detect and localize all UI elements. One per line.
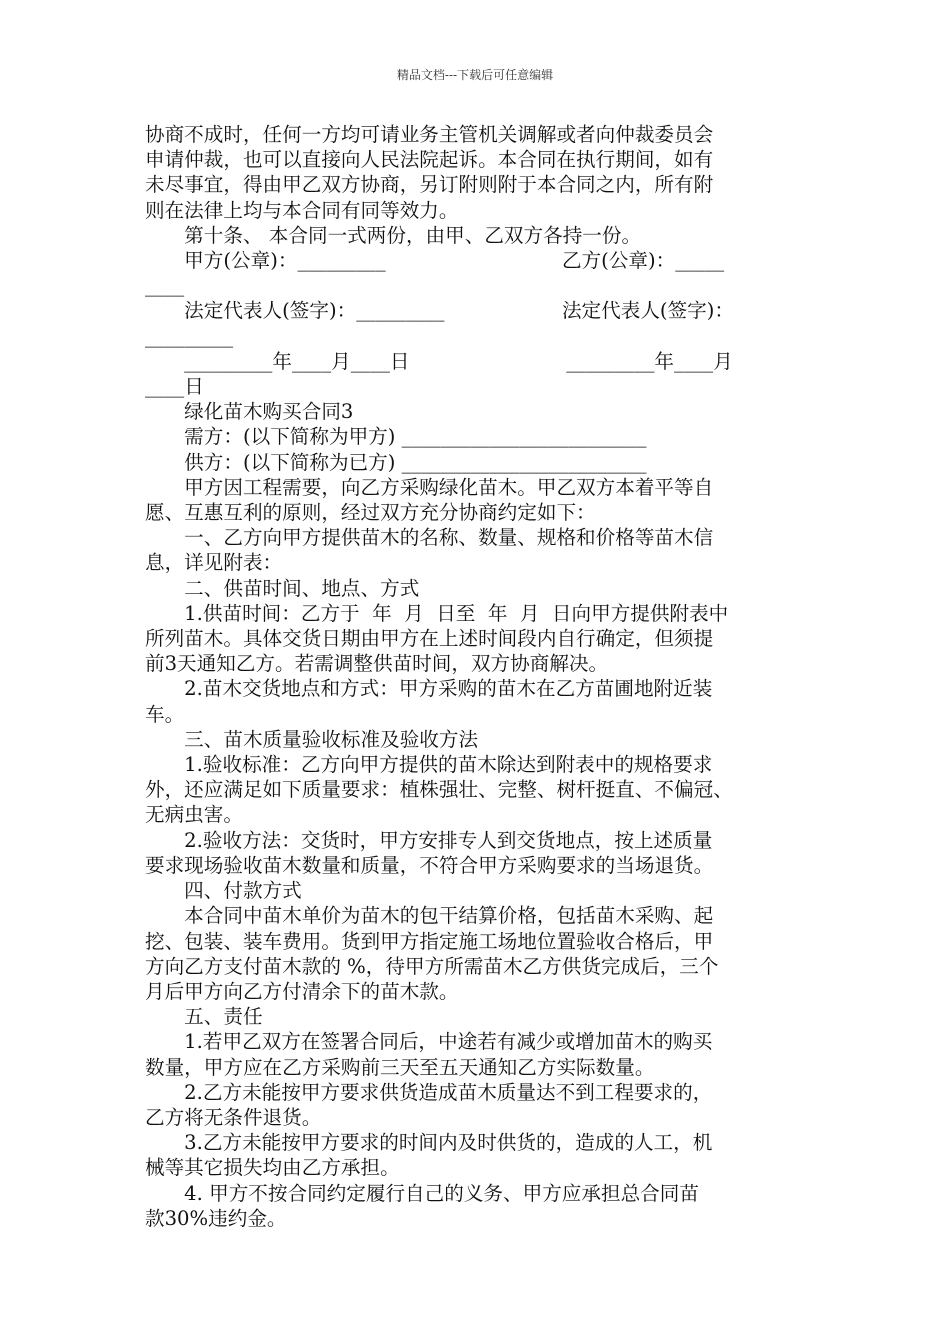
document-line: 1.若甲乙双方在签署合同后，中途若有减少或增加苗木的购买 <box>145 1030 713 1054</box>
document-line: 需方：(以下简称为甲方) _________________________ <box>145 425 647 449</box>
document-line: 方向乙方支付苗木款的 %，待甲方所需苗木乙方供货完成后，三个 <box>145 954 719 978</box>
document-line: 法定代表人(签字)：_________ 法定代表人(签字)： <box>145 299 734 323</box>
document-line: 要求现场验收苗木数量和质量，不符合甲方采购要求的当场退货。 <box>145 853 714 877</box>
document-line: 愿、互惠互利的原则，经过双方充分协商约定如下： <box>145 501 596 525</box>
document-line: 3.乙方未能按甲方要求的时间内及时供货的，造成的人工，机 <box>145 1131 713 1155</box>
document-line: 甲方因工程需要，向乙方采购绿化苗木。甲乙双方本着平等自 <box>145 475 714 499</box>
document-line: 四、付款方式 <box>145 879 302 903</box>
document-line: _________年____月____日 _________年____月 <box>145 349 733 373</box>
document-line: 2.苗木交货地点和方式：甲方采购的苗木在乙方苗圃地附近装 <box>145 677 713 701</box>
document-line: 一、乙方向甲方提供苗木的名称、数量、规格和价格等苗木信 <box>145 526 714 550</box>
document-line: 本合同中苗木单价为苗木的包干结算价格，包括苗木采购、起 <box>145 904 714 928</box>
document-line: 月后甲方向乙方付清余下的苗木款。 <box>145 979 459 1003</box>
document-line: 所列苗木。具体交货日期由甲方在上述时间段内自行确定，但须提 <box>145 627 714 651</box>
document-line: 则在法律上均与本合同有同等效力。 <box>145 198 459 222</box>
document-line: 外，还应满足如下质量要求：植株强壮、完整、树杆挺直、不偏冠、 <box>145 778 733 802</box>
document-line: 未尽事宜，得由甲乙双方协商，另订附则附于本合同之内，所有附 <box>145 173 714 197</box>
document-line: 绿化苗木购买合同3 <box>145 400 354 424</box>
document-line: 申请仲裁，也可以直接向人民法院起诉。本合同在执行期间，如有 <box>145 148 714 172</box>
document-line: 款30%违约金。 <box>145 1206 287 1230</box>
document-line: 甲方(公章)：_________ 乙方(公章)：_____ <box>145 249 725 273</box>
document-line: 前3天通知乙方。若需调整供苗时间，双方协商解决。 <box>145 652 609 676</box>
document-line: 二、供苗时间、地点、方式 <box>145 576 420 600</box>
document-line: 挖、包装、装车费用。货到甲方指定施工场地位置验收合格后，甲 <box>145 929 714 953</box>
document-line: 车。 <box>145 702 185 726</box>
document-line: 乙方将无条件退货。 <box>145 1105 322 1129</box>
document-body <box>145 122 820 1231</box>
document-line: 1.供苗时间：乙方于 年 月 日至 年 月 日向甲方提供附表中 <box>145 601 729 625</box>
document-line: ____ <box>145 274 185 298</box>
document-line: 数量，甲方应在乙方采购前三天至五天通知乙方实际数量。 <box>145 1055 655 1079</box>
document-line: 五、责任 <box>145 1005 263 1029</box>
document-line: 第十条、 本合同一式两份，由甲、乙双方各持一份。 <box>145 223 642 247</box>
document-line: 1.验收标准：乙方向甲方提供的苗木除达到附表中的规格要求 <box>145 753 713 777</box>
document-line: 2.乙方未能按甲方要求供货造成苗木质量达不到工程要求的， <box>145 1080 713 1104</box>
document-line: 协商不成时，任何一方均可请业务主管机关调解或者向仲裁委员会 <box>145 123 714 146</box>
document-line: 无病虫害。 <box>145 803 243 827</box>
document-line: 4. 甲方不按合同约定履行自己的义务、甲方应承担总合同苗 <box>145 1181 699 1205</box>
document-line: ____日 <box>145 375 204 399</box>
page-header: 精品文档---下载后可任意编辑 <box>396 68 554 82</box>
document-line: 息，详见附表： <box>145 551 283 575</box>
document-line: 供方：(以下简称为已方) _________________________ <box>145 450 647 474</box>
document-line: 2.验收方法：交货时，甲方安排专人到交货地点，按上述质量 <box>145 828 713 852</box>
document-line: 三、苗木质量验收标准及验收方法 <box>145 727 479 751</box>
document-line: 械等其它损失均由乙方承担。 <box>145 1156 400 1180</box>
document-line: _________ <box>145 324 234 348</box>
